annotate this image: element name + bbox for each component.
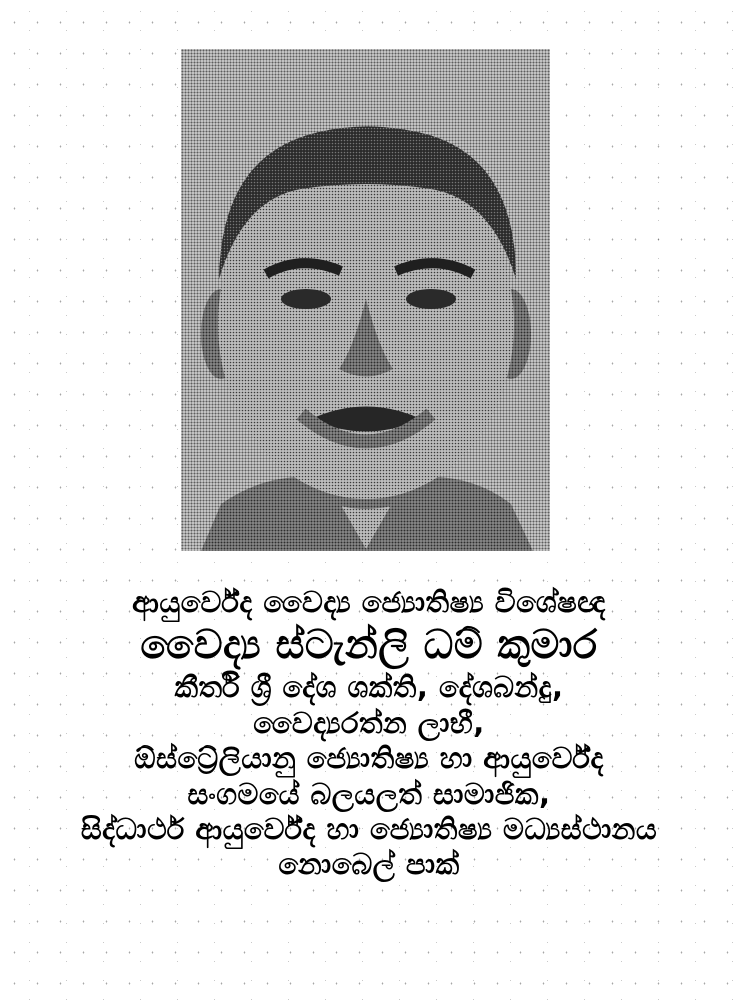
portrait-photo xyxy=(181,49,550,551)
person-portrait-halftone-icon xyxy=(181,49,550,551)
caption-association: ඕස්ට්‍රේලියානු ජ්‍යොතිෂ්‍ය හා ආයුර්වේද xyxy=(134,741,604,776)
caption-membership: සංගමයේ බලයලත් සාමාජික, xyxy=(187,776,551,811)
caption-centre: සිද්ධාර්ථ ආයුර්වේද හා ජ්‍යොතිෂ්‍ය මධ්‍යස්ථානය xyxy=(80,811,658,846)
caption-qualification: ආයුර්වේද වෛද්‍ය ජ්‍යොතිෂ්‍ය විශේෂඥ xyxy=(132,585,606,619)
caption-honours: කීර්ති ශ්‍රී දේශ ශක්ති, දේශබන්දු, xyxy=(174,670,564,705)
caption-location: නොබෙල් පාක් xyxy=(278,847,460,882)
caption-block xyxy=(0,585,738,883)
caption-name: වෛද්‍ය ස්ටැන්ලි ධම් කුමාර xyxy=(140,622,598,669)
caption-award: වෛද්‍යරත්න ලාභී, xyxy=(253,705,485,740)
